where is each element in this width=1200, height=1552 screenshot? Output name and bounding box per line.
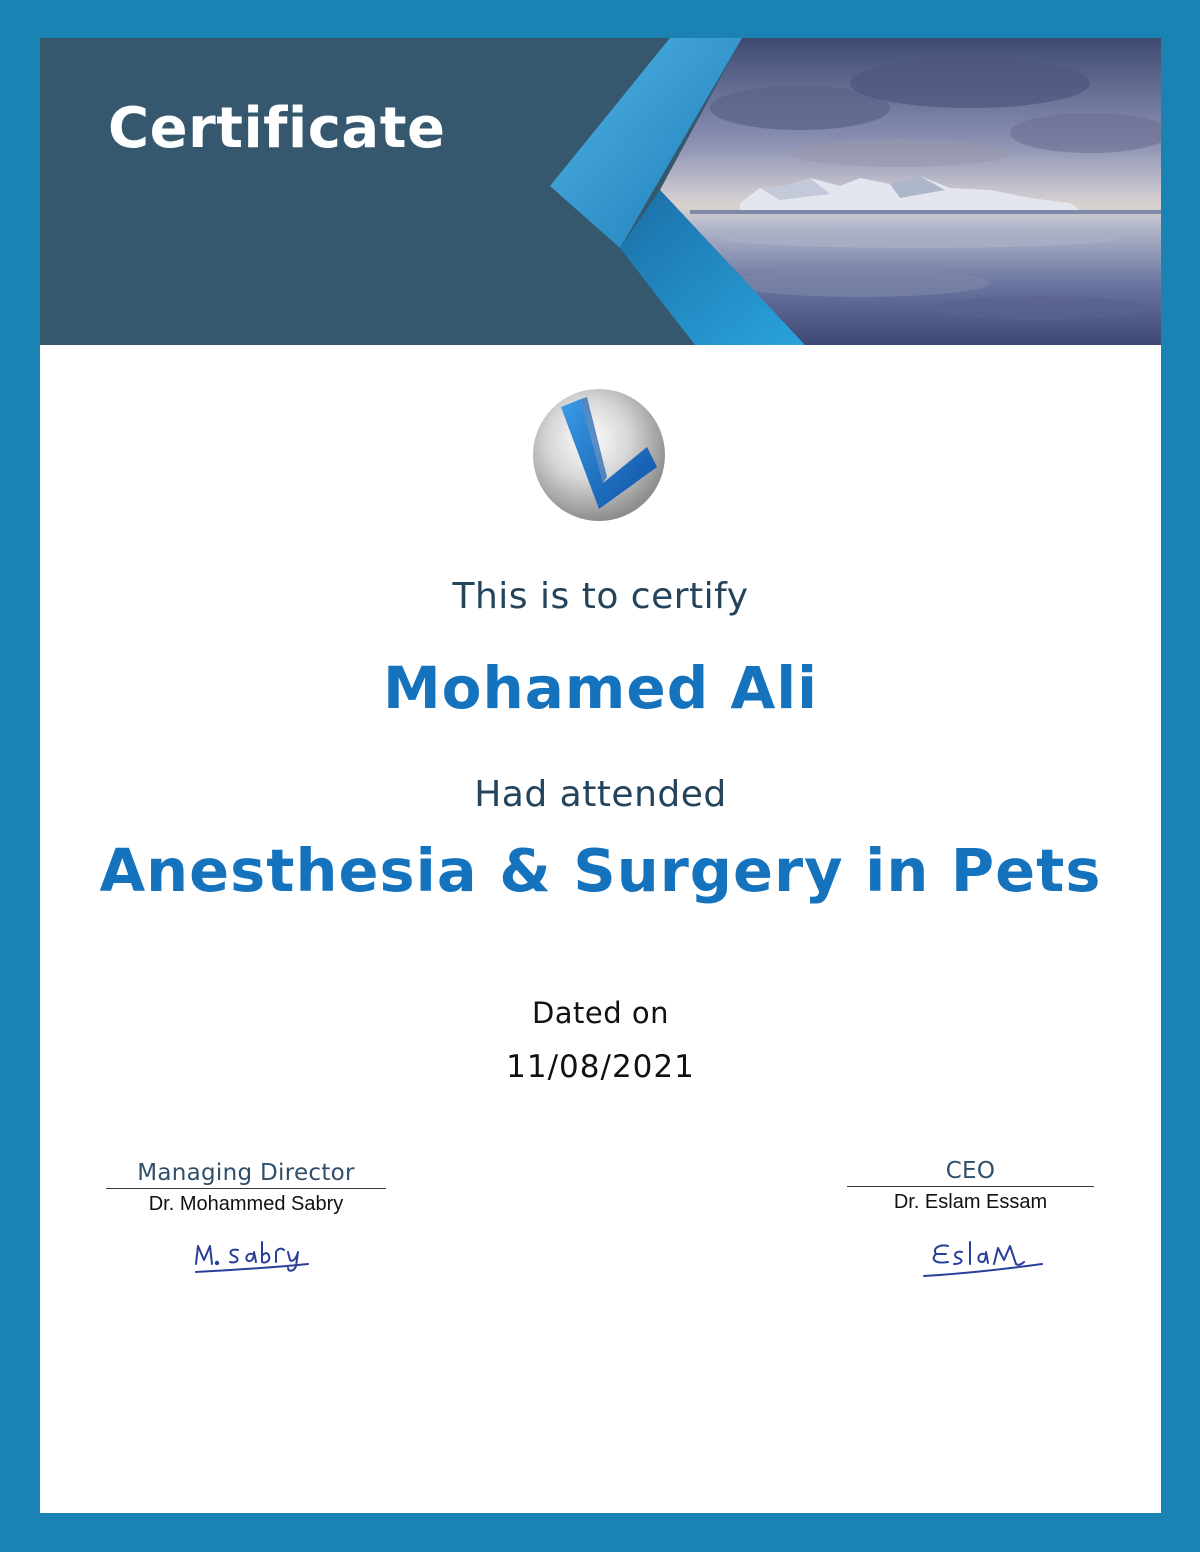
banner-landscape-image [40, 38, 1161, 345]
signatory-right [847, 1158, 1094, 1214]
certificate-title: Certificate [108, 96, 446, 161]
certify-intro-text: This is to certify [452, 576, 749, 617]
signatory-role: CEO [847, 1158, 1094, 1187]
dated-label: Dated on [531, 996, 670, 1030]
course-name: Anesthesia & Surgery in Pets [99, 836, 1102, 905]
certificate-sheet [40, 38, 1161, 1513]
attended-text: Had attended [474, 774, 727, 815]
blue-v-sphere-logo-icon [529, 385, 669, 525]
signatory-role: Managing Director [106, 1160, 386, 1189]
header-banner [40, 38, 1161, 345]
certificate-date: 11/08/2021 [506, 1049, 695, 1085]
signatory-left [106, 1160, 386, 1216]
signature-right-image [918, 1234, 1048, 1284]
signatory-name: Dr. Mohammed Sabry [148, 1193, 344, 1215]
recipient-name: Mohamed Ali [382, 654, 819, 722]
signature-left-image [190, 1234, 320, 1284]
signatory-name: Dr. Eslam Essam [893, 1191, 1048, 1213]
